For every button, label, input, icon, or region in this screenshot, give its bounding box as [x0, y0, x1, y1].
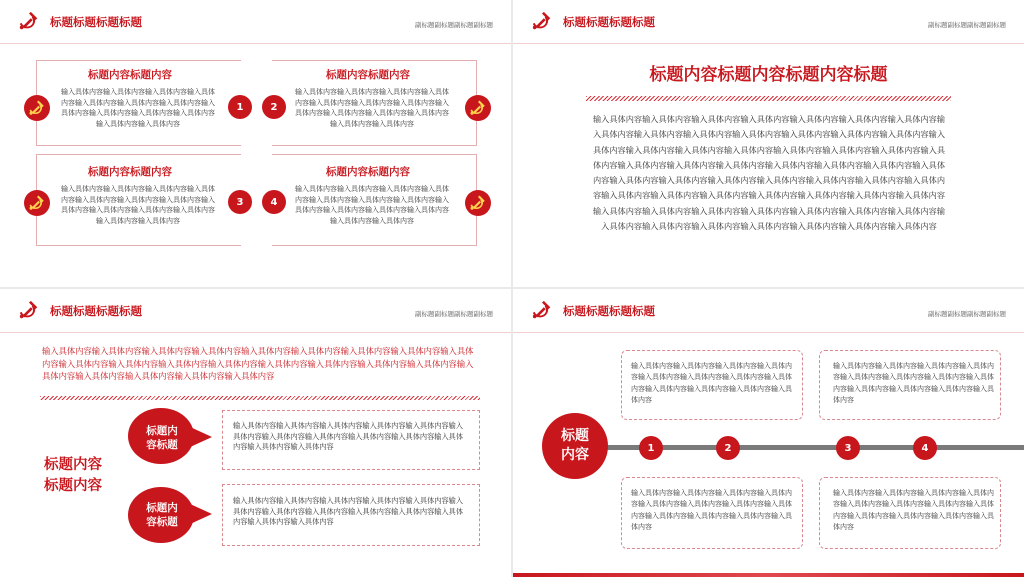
- step-number: 4: [913, 436, 937, 460]
- callout-text: 输入具体内容输入具体内容输入具体内容输入具体内容输入具体内容输入具体内容输入具体内容输入具体内容输入具体内容输入具体内容输入具体内容输入具体内容: [833, 362, 994, 404]
- striped-divider: [586, 96, 951, 101]
- step-number: 1: [639, 436, 663, 460]
- header-subtitle: 副标题副标题副标题副标题: [415, 310, 493, 318]
- step-number: 4: [262, 190, 286, 214]
- slide-header: [0, 289, 511, 333]
- item-text: 输入具体内容输入具体内容输入具体内容输入具体内容输入具体内容输入具体内容输入具体内容输入具体内容输入具体内容输入具体内容输入具体内容输入具体内容输入具体内容: [295, 185, 449, 225]
- step-number: 2: [262, 95, 286, 119]
- party-emblem-icon: [18, 299, 40, 321]
- party-emblem-icon: [465, 95, 491, 121]
- slide-3[interactable]: [0, 289, 511, 577]
- page-title: 标题内容标题内容标题内容标题: [649, 65, 888, 85]
- party-emblem-icon: [18, 10, 40, 32]
- big-title-line: 标题内容: [44, 478, 102, 494]
- callout-text: 输入具体内容输入具体内容输入具体内容输入具体内容输入具体内容输入具体内容输入具体内容输入具体内容输入具体内容输入具体内容输入具体内容输入具体内容: [631, 362, 792, 404]
- label-text: [136, 424, 188, 452]
- item-text: 输入具体内容输入具体内容输入具体内容输入具体内容输入具体内容输入具体内容输入具体内容输入具体内容输入具体内容输入具体内容输入具体内容输入具体内容输入具体内容: [295, 88, 449, 128]
- header-subtitle: 副标题副标题副标题副标题: [415, 21, 493, 29]
- slide-header: [513, 289, 1024, 333]
- label-line: 容标题: [146, 516, 178, 528]
- step-number: 2: [716, 436, 740, 460]
- footer-band: [513, 573, 1024, 577]
- callout-text: 输入具体内容输入具体内容输入具体内容输入具体内容输入具体内容输入具体内容输入具体内容输入具体内容输入具体内容输入具体内容输入具体内容输入具体内容: [833, 489, 994, 531]
- header-subtitle: 副标题副标题副标题副标题: [928, 310, 1006, 318]
- slide-2[interactable]: [513, 0, 1024, 287]
- header-subtitle: 副标题副标题副标题副标题: [928, 21, 1006, 29]
- party-emblem-icon: [24, 95, 50, 121]
- item-text: 输入具体内容输入具体内容输入具体内容输入具体内容输入具体内容输入具体内容输入具体内容输入具体内容输入具体内容输入具体内容输入具体内容输入具体内容输入具体内容: [233, 496, 464, 526]
- timeline-center: [542, 413, 608, 479]
- label-line: 标题内: [146, 425, 178, 437]
- party-emblem-icon: [465, 190, 491, 216]
- callout-text: 输入具体内容输入具体内容输入具体内容输入具体内容输入具体内容输入具体内容输入具体内容输入具体内容输入具体内容输入具体内容输入具体内容输入具体内容: [631, 489, 792, 531]
- item-text: 输入具体内容输入具体内容输入具体内容输入具体内容输入具体内容输入具体内容输入具体内容输入具体内容输入具体内容输入具体内容输入具体内容输入具体内容输入具体内容: [61, 88, 215, 128]
- label-line: 标题内: [146, 502, 178, 514]
- header-title: 标题标题标题标题: [563, 15, 655, 29]
- party-emblem-icon: [531, 10, 553, 32]
- party-emblem-icon: [531, 299, 553, 321]
- slide-1[interactable]: [0, 0, 511, 287]
- header-title: 标题标题标题标题: [563, 304, 655, 318]
- big-title: [44, 455, 102, 497]
- slide-header: [0, 0, 511, 44]
- center-line: 标题: [561, 428, 589, 444]
- item-text: 输入具体内容输入具体内容输入具体内容输入具体内容输入具体内容输入具体内容输入具体内容输入具体内容输入具体内容输入具体内容输入具体内容输入具体内容输入具体内容: [233, 421, 464, 451]
- item-title: 标题内容标题内容: [326, 69, 410, 81]
- arrow-right-icon: [188, 503, 212, 525]
- step-number: 1: [228, 95, 252, 119]
- item-title: 标题内容标题内容: [326, 166, 410, 178]
- step-number: 3: [836, 436, 860, 460]
- item-title: 标题内容标题内容: [88, 69, 172, 81]
- step-number: 3: [228, 190, 252, 214]
- body-text: 输入具体内容输入具体内容输入具体内容输入具体内容输入具体内容输入具体内容输入具体内容输入具体内容输入具体内容输入具体内容输入具体内容输入具体内容输入具体内容输入具体内容输入具体内容输入具体内容输入具体内容输入具体内容输入具体内容输入具体内容输入具体内容输入具体内容输入具体内容输入具体内容输入具体内容输入具体内容输入具体内容输入具体内容输入具体内容输入具体内容输入具体内容输入具体内容输入具体内容输入具体内容输入具体内容输入具体内容输入具体内容输入具体内容输入具体内容输入具体内容输入具体内容输入具体内容输入具体内容输入具体内容输入具体内容输入具体内容输入具体内容输入具体内容输入具体内容输入具体内容输入具体内容输入具体内容输入具体内容输入具体内容输入具体内容输入具体内容输入具体内容: [592, 114, 946, 232]
- party-emblem-icon: [24, 190, 50, 216]
- slide-header: [513, 0, 1024, 44]
- label-line: 容标题: [146, 439, 178, 451]
- slide-4[interactable]: [513, 289, 1024, 577]
- intro-text: 输入具体内容输入具体内容输入具体内容输入具体内容输入具体内容输入具体内容输入具体内容输入具体内容输入具体内容输入具体内容输入具体内容输入具体内容输入具体内容输入具体内容输入具体内容输入具体内容输入具体内容输入具体内容输入具体内容输入具体内容输入具体内容输入具体内容: [42, 346, 474, 382]
- big-title-line: 标题内容: [44, 457, 102, 473]
- center-line: 内容: [561, 447, 589, 463]
- item-title: 标题内容标题内容: [88, 166, 172, 178]
- label-text: [136, 501, 188, 529]
- header-title: 标题标题标题标题: [50, 15, 142, 29]
- arrow-right-icon: [188, 426, 212, 448]
- striped-divider: [40, 396, 480, 400]
- header-title: 标题标题标题标题: [50, 304, 142, 318]
- item-text: 输入具体内容输入具体内容输入具体内容输入具体内容输入具体内容输入具体内容输入具体内容输入具体内容输入具体内容输入具体内容输入具体内容输入具体内容输入具体内容: [61, 185, 215, 225]
